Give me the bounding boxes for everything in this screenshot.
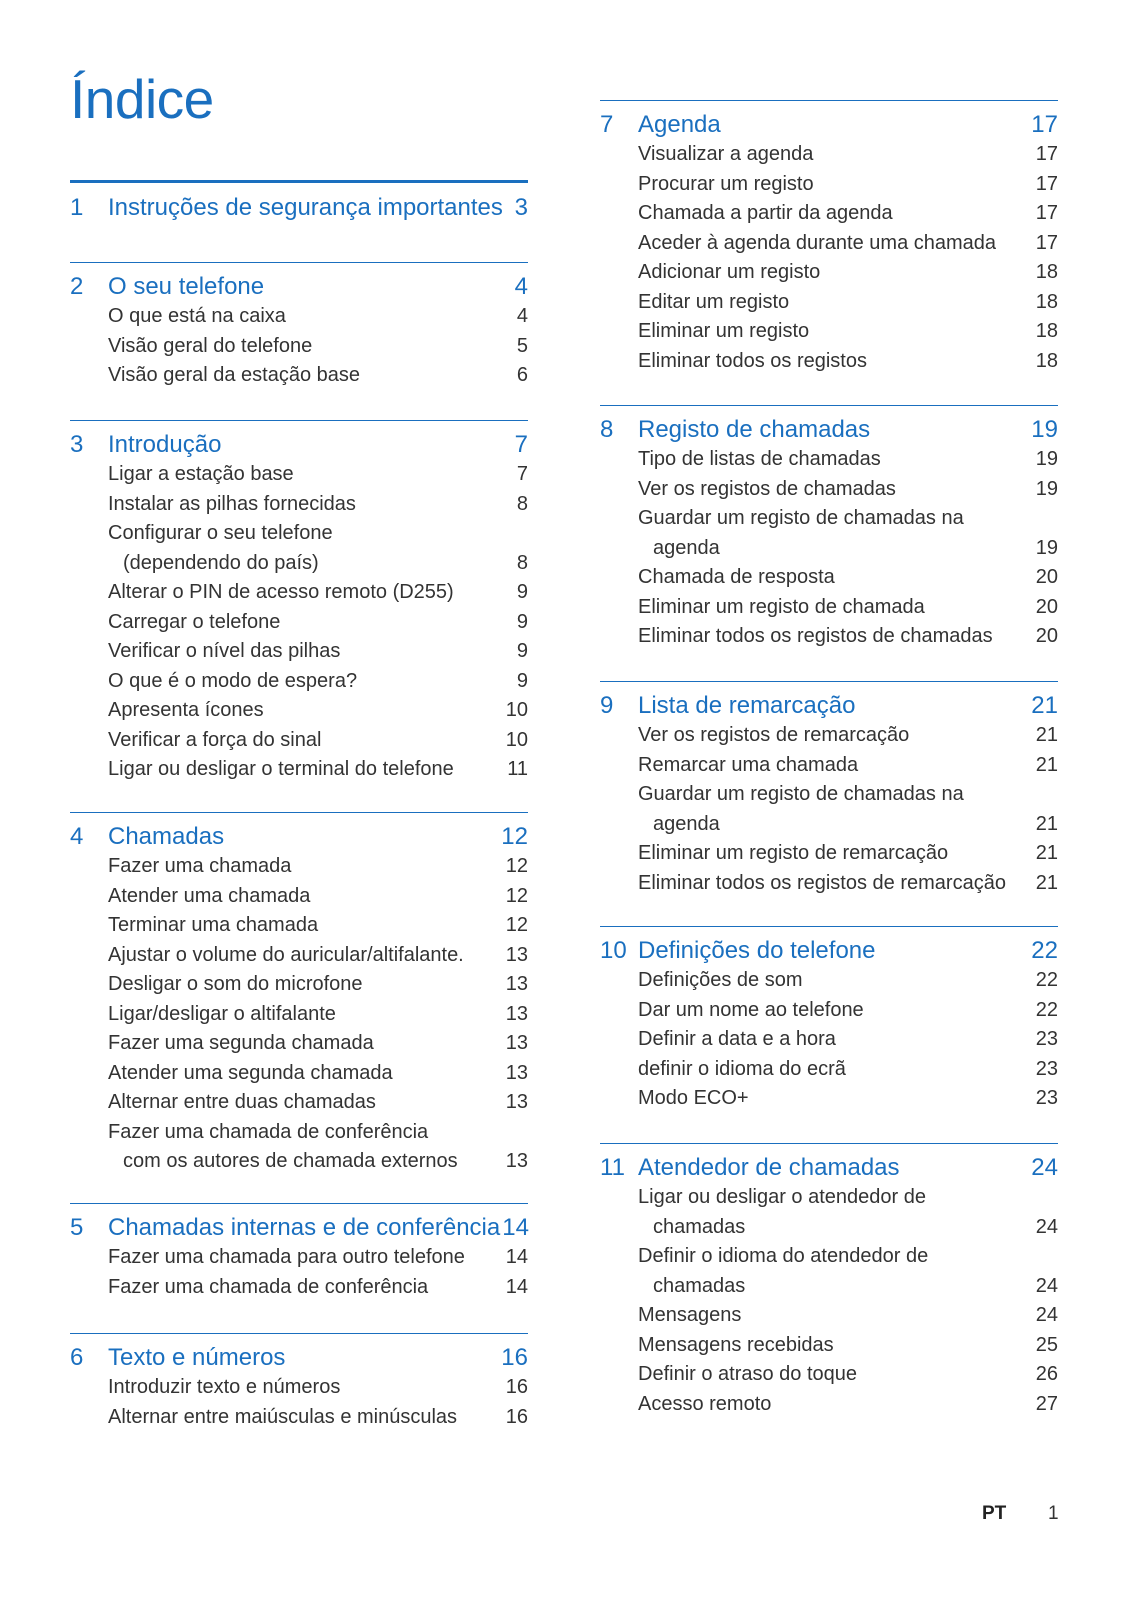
toc-entry[interactable] bbox=[600, 1084, 1058, 1114]
toc-entry-list bbox=[600, 445, 1058, 652]
entry-page-number: 5 bbox=[516, 334, 528, 357]
entry-title: Introduzir texto e números bbox=[108, 1376, 341, 1398]
entry-title: Terminar uma chamada bbox=[108, 914, 319, 936]
entry-page-number: 18 bbox=[1035, 290, 1058, 313]
entry-title: Ligar a estação base bbox=[108, 463, 294, 485]
toc-entry-list bbox=[70, 1373, 528, 1432]
toc-entry[interactable] bbox=[70, 755, 528, 785]
toc-entry-list bbox=[600, 140, 1058, 376]
toc-entry[interactable] bbox=[600, 229, 1058, 259]
section-page-number: 24 bbox=[1031, 1154, 1058, 1181]
entry-title: definir o idioma do ecrã bbox=[638, 1057, 846, 1080]
entry-title: Tipo de listas de chamadas bbox=[638, 448, 881, 470]
toc-entry[interactable] bbox=[600, 869, 1058, 899]
toc-entry[interactable] bbox=[70, 460, 528, 490]
toc-entry[interactable] bbox=[600, 475, 1058, 505]
section-title: Introdução bbox=[108, 431, 222, 458]
toc-section-6 bbox=[70, 1333, 528, 1432]
toc-entry[interactable] bbox=[600, 258, 1058, 288]
toc-entry-list bbox=[600, 966, 1058, 1114]
toc-section-heading[interactable] bbox=[70, 1343, 528, 1373]
section-number: 11 bbox=[600, 1154, 625, 1181]
section-number: 7 bbox=[600, 111, 614, 138]
toc-section-heading[interactable] bbox=[600, 936, 1058, 966]
entry-title: Eliminar todos os registos de remarcação bbox=[638, 871, 1006, 894]
toc-section-heading[interactable] bbox=[70, 430, 528, 460]
entry-title: Eliminar todos os registos de chamadas bbox=[638, 625, 993, 647]
toc-entry[interactable] bbox=[600, 810, 1058, 840]
entry-title: Fazer uma chamada para outro telefone bbox=[108, 1246, 465, 1268]
entry-title: O que é o modo de espera? bbox=[108, 669, 358, 692]
section-title: Registo de chamadas bbox=[638, 416, 871, 443]
section-number: 8 bbox=[600, 416, 614, 443]
toc-section-heading[interactable] bbox=[70, 193, 528, 223]
entry-title: Ligar ou desligar o terminal do telefone bbox=[108, 758, 454, 780]
entry-title: Visão geral da estação base bbox=[108, 364, 361, 386]
entry-title: Ver os registos de chamadas bbox=[638, 477, 896, 500]
entry-title: Atender uma segunda chamada bbox=[108, 1061, 393, 1084]
entry-page-number: 9 bbox=[516, 669, 528, 692]
section-title: Instruções de segurança importantes bbox=[108, 194, 503, 221]
entry-page-number: 14 bbox=[505, 1275, 528, 1298]
toc-entry[interactable] bbox=[70, 1243, 528, 1273]
entry-page-number: 17 bbox=[1035, 202, 1058, 224]
entry-page-number: 18 bbox=[1035, 261, 1058, 283]
toc-entry[interactable] bbox=[600, 534, 1058, 564]
entry-title: Carregar o telefone bbox=[108, 610, 281, 633]
entry-page-number: 27 bbox=[1035, 1392, 1058, 1415]
section-page-number: 19 bbox=[1031, 416, 1058, 443]
toc-entry[interactable] bbox=[600, 1213, 1058, 1243]
toc-section-10 bbox=[600, 926, 1058, 1114]
entry-page-number: 22 bbox=[1035, 998, 1058, 1021]
entry-title: Verificar o nível das pilhas bbox=[108, 640, 341, 662]
entry-title: Ajustar o volume do auricular/altifalante. bbox=[108, 943, 464, 966]
entry-page-number: 25 bbox=[1035, 1333, 1058, 1356]
entry-title: Fazer uma chamada bbox=[108, 855, 292, 877]
section-number: 6 bbox=[70, 1344, 84, 1371]
entry-page-number: 13 bbox=[505, 1061, 528, 1084]
entry-page-number: 21 bbox=[1035, 812, 1058, 835]
toc-entry[interactable] bbox=[600, 170, 1058, 200]
toc-entry[interactable] bbox=[70, 941, 528, 971]
entry-page-number: 13 bbox=[505, 943, 528, 966]
toc-entry[interactable] bbox=[600, 780, 1058, 810]
entry-page-number: 19 bbox=[1035, 536, 1058, 559]
entry-title: Eliminar um registo de chamada bbox=[638, 595, 925, 618]
toc-entry-list bbox=[600, 721, 1058, 898]
entry-title: Acesso remoto bbox=[638, 1392, 772, 1415]
entry-page-number: 16 bbox=[505, 1405, 528, 1428]
toc-entry[interactable] bbox=[600, 1390, 1058, 1420]
entry-page-number: 20 bbox=[1035, 595, 1058, 618]
entry-title: Ligar/desligar o altifalante bbox=[108, 1002, 336, 1025]
entry-page-number: 9 bbox=[516, 610, 528, 633]
entry-title: Definir a data e a hora bbox=[638, 1028, 836, 1050]
toc-entry[interactable] bbox=[70, 361, 528, 391]
toc-section-heading[interactable] bbox=[70, 1213, 528, 1243]
entry-title: Configurar o seu telefone bbox=[108, 522, 333, 544]
entry-title: Alterar o PIN de acesso remoto (D255) bbox=[108, 581, 454, 603]
toc-entry[interactable] bbox=[600, 288, 1058, 318]
section-number: 2 bbox=[70, 273, 84, 300]
toc-section-heading[interactable] bbox=[600, 415, 1058, 445]
toc-entry[interactable] bbox=[600, 563, 1058, 593]
toc-section-2 bbox=[70, 262, 528, 391]
toc-section-5 bbox=[70, 1203, 528, 1302]
toc-entry[interactable] bbox=[600, 317, 1058, 347]
toc-entry-list bbox=[70, 302, 528, 391]
toc-section-heading[interactable] bbox=[70, 272, 528, 302]
entry-title: agenda bbox=[653, 536, 720, 559]
toc-entry[interactable] bbox=[70, 726, 528, 756]
section-number: 5 bbox=[70, 1214, 84, 1241]
toc-entry[interactable] bbox=[600, 622, 1058, 652]
toc-entry[interactable] bbox=[70, 1373, 528, 1403]
entry-title: Definir o idioma do atendedor de bbox=[638, 1245, 929, 1267]
entry-page-number: 19 bbox=[1035, 448, 1058, 470]
entry-page-number: 11 bbox=[507, 758, 528, 780]
toc-entry[interactable] bbox=[600, 751, 1058, 781]
toc-section-heading[interactable] bbox=[600, 110, 1058, 140]
toc-entry[interactable] bbox=[600, 1055, 1058, 1085]
toc-entry[interactable] bbox=[70, 911, 528, 941]
entry-page-number: 4 bbox=[516, 305, 528, 327]
section-number: 3 bbox=[70, 431, 84, 458]
toc-entry[interactable] bbox=[70, 549, 528, 579]
entry-title: Aceder à agenda durante uma chamada bbox=[638, 231, 997, 254]
section-page-number: 12 bbox=[501, 823, 528, 850]
toc-entry[interactable] bbox=[70, 608, 528, 638]
section-title: Agenda bbox=[638, 111, 721, 138]
entry-title: Procurar um registo bbox=[638, 172, 814, 195]
section-page-number: 4 bbox=[514, 273, 528, 300]
entry-title: Apresenta ícones bbox=[108, 699, 264, 721]
entry-page-number: 21 bbox=[1035, 753, 1058, 776]
section-title: Atendedor de chamadas bbox=[638, 1154, 900, 1181]
entry-page-number: 22 bbox=[1035, 969, 1058, 991]
entry-title: Fazer uma chamada de conferência bbox=[108, 1120, 429, 1143]
section-title: Chamadas bbox=[108, 823, 225, 850]
entry-page-number: 13 bbox=[505, 973, 528, 995]
toc-entry[interactable] bbox=[70, 578, 528, 608]
entry-page-number: 12 bbox=[505, 855, 528, 877]
toc-entry[interactable] bbox=[600, 445, 1058, 475]
entry-page-number: 20 bbox=[1035, 625, 1058, 647]
toc-entry[interactable] bbox=[600, 140, 1058, 170]
entry-title: Chamada de resposta bbox=[638, 566, 835, 588]
entry-page-number: 13 bbox=[505, 1002, 528, 1025]
toc-section-1 bbox=[70, 180, 528, 223]
entry-title: Visualizar a agenda bbox=[638, 143, 814, 165]
entry-title: Alternar entre duas chamadas bbox=[108, 1091, 376, 1113]
toc-entry[interactable] bbox=[70, 667, 528, 697]
toc-entry[interactable] bbox=[70, 519, 528, 549]
entry-page-number: 18 bbox=[1035, 320, 1058, 342]
toc-section-8 bbox=[600, 405, 1058, 652]
toc-section-heading[interactable] bbox=[600, 1153, 1058, 1183]
entry-title: Modo ECO+ bbox=[638, 1087, 749, 1109]
entry-page-number: 24 bbox=[1035, 1304, 1058, 1326]
entry-title: Chamada a partir da agenda bbox=[638, 202, 893, 224]
entry-page-number: 13 bbox=[505, 1091, 528, 1113]
toc-entry-list bbox=[70, 460, 528, 785]
toc-section-11 bbox=[600, 1143, 1058, 1419]
entry-page-number: 23 bbox=[1035, 1028, 1058, 1050]
entry-title: Eliminar todos os registos bbox=[638, 349, 867, 372]
toc-section-heading[interactable] bbox=[70, 822, 528, 852]
toc-entry-list bbox=[70, 1243, 528, 1302]
toc-entry[interactable] bbox=[600, 1272, 1058, 1302]
entry-page-number: 16 bbox=[505, 1376, 528, 1398]
toc-entry[interactable] bbox=[70, 1059, 528, 1089]
entry-page-number: 17 bbox=[1035, 143, 1058, 165]
entry-title: Editar um registo bbox=[638, 290, 790, 313]
section-number: 9 bbox=[600, 692, 614, 719]
entry-title: Instalar as pilhas fornecidas bbox=[108, 492, 356, 515]
toc-entry[interactable] bbox=[70, 637, 528, 667]
section-title: Definições do telefone bbox=[638, 937, 876, 964]
entry-title: Ligar ou desligar o atendedor de bbox=[638, 1186, 926, 1208]
entry-title: O que está na caixa bbox=[108, 305, 286, 327]
toc-section-heading[interactable] bbox=[600, 691, 1058, 721]
section-page-number: 14 bbox=[502, 1214, 529, 1241]
entry-title: chamadas bbox=[653, 1274, 746, 1297]
entry-title: Verificar a força do sinal bbox=[108, 728, 322, 751]
entry-title: Atender uma chamada bbox=[108, 884, 311, 907]
toc-entry[interactable] bbox=[70, 1029, 528, 1059]
toc-entry[interactable] bbox=[600, 347, 1058, 377]
entry-page-number: 12 bbox=[505, 914, 528, 936]
section-number: 1 bbox=[70, 194, 84, 221]
entry-title: agenda bbox=[653, 812, 720, 835]
toc-entry[interactable] bbox=[70, 882, 528, 912]
toc-entry[interactable] bbox=[600, 839, 1058, 869]
toc-entry[interactable] bbox=[600, 1331, 1058, 1361]
section-page-number: 21 bbox=[1031, 692, 1058, 719]
toc-entry[interactable] bbox=[600, 593, 1058, 623]
entry-title: com os autores de chamada externos bbox=[123, 1150, 458, 1172]
entry-page-number: 7 bbox=[516, 463, 528, 485]
entry-page-number: 24 bbox=[1035, 1274, 1058, 1297]
entry-page-number: 6 bbox=[516, 364, 528, 386]
entry-title: Visão geral do telefone bbox=[108, 334, 313, 357]
section-title: O seu telefone bbox=[108, 273, 265, 300]
entry-page-number: 21 bbox=[1035, 871, 1058, 894]
toc-entry[interactable] bbox=[70, 302, 528, 332]
entry-title: Guardar um registo de chamadas na bbox=[638, 507, 964, 529]
entry-page-number: 13 bbox=[505, 1032, 528, 1054]
entry-title: Definir o atraso do toque bbox=[638, 1363, 858, 1385]
toc-entry[interactable] bbox=[600, 721, 1058, 751]
section-page-number: 22 bbox=[1031, 937, 1058, 964]
entry-page-number: 10 bbox=[505, 728, 528, 751]
toc-entry[interactable] bbox=[600, 1360, 1058, 1390]
section-title: Texto e números bbox=[108, 1344, 286, 1371]
entry-page-number: 23 bbox=[1035, 1087, 1058, 1109]
toc-entry[interactable] bbox=[600, 199, 1058, 229]
entry-title: Fazer uma segunda chamada bbox=[108, 1032, 374, 1054]
toc-section-4 bbox=[70, 812, 528, 1177]
entry-page-number: 9 bbox=[516, 640, 528, 662]
entry-page-number: 21 bbox=[1035, 724, 1058, 746]
toc-entry[interactable] bbox=[70, 1147, 528, 1177]
entry-title: Adicionar um registo bbox=[638, 261, 821, 283]
entry-page-number: 8 bbox=[516, 492, 528, 515]
toc-entry[interactable] bbox=[600, 996, 1058, 1026]
entry-page-number: 26 bbox=[1035, 1363, 1058, 1385]
entry-page-number: 17 bbox=[1035, 231, 1058, 254]
toc-entry[interactable] bbox=[600, 1025, 1058, 1055]
section-page-number: 3 bbox=[514, 194, 528, 221]
toc-section-9 bbox=[600, 681, 1058, 898]
entry-title: (dependendo do país) bbox=[123, 551, 319, 574]
entry-title: Guardar um registo de chamadas na bbox=[638, 783, 964, 805]
footer-page-number: 1 bbox=[1048, 1503, 1059, 1524]
entry-page-number: 20 bbox=[1035, 566, 1058, 588]
toc-section-3 bbox=[70, 420, 528, 785]
entry-page-number: 12 bbox=[505, 884, 528, 907]
toc-entry[interactable] bbox=[70, 1273, 528, 1303]
page-title: Índice bbox=[70, 68, 214, 130]
entry-title: Definições de som bbox=[638, 969, 803, 991]
entry-page-number: 21 bbox=[1035, 842, 1058, 864]
entry-page-number: 23 bbox=[1035, 1057, 1058, 1080]
toc-entry-list bbox=[70, 852, 528, 1177]
entry-title: Desligar o som do microfone bbox=[108, 973, 363, 995]
toc-entry[interactable] bbox=[600, 966, 1058, 996]
entry-page-number: 14 bbox=[505, 1246, 528, 1268]
section-page-number: 7 bbox=[514, 431, 528, 458]
toc-entry[interactable] bbox=[600, 1183, 1058, 1213]
entry-title: Alternar entre maiúsculas e minúsculas bbox=[108, 1405, 458, 1428]
entry-page-number: 17 bbox=[1035, 172, 1058, 195]
toc-entry[interactable] bbox=[70, 490, 528, 520]
entry-page-number: 10 bbox=[505, 699, 528, 721]
toc-section-7 bbox=[600, 100, 1058, 376]
toc-entry[interactable] bbox=[600, 504, 1058, 534]
toc-entry[interactable] bbox=[70, 1403, 528, 1433]
entry-title: Mensagens recebidas bbox=[638, 1333, 834, 1356]
entry-title: Remarcar uma chamada bbox=[638, 753, 859, 776]
entry-title: Ver os registos de remarcação bbox=[638, 724, 910, 746]
section-page-number: 17 bbox=[1031, 111, 1058, 138]
toc-entry[interactable] bbox=[70, 970, 528, 1000]
section-title: Lista de remarcação bbox=[638, 692, 856, 719]
entry-title: Dar um nome ao telefone bbox=[638, 998, 864, 1021]
entry-title: Mensagens bbox=[638, 1304, 742, 1326]
toc-entry[interactable] bbox=[70, 332, 528, 362]
footer-language: PT bbox=[982, 1503, 1007, 1524]
entry-title: Eliminar um registo de remarcação bbox=[638, 842, 949, 864]
toc-entry[interactable] bbox=[70, 696, 528, 726]
section-title: Chamadas internas e de conferência bbox=[108, 1214, 501, 1241]
entry-page-number: 19 bbox=[1035, 477, 1058, 500]
entry-title: Eliminar um registo bbox=[638, 320, 810, 342]
toc-entry[interactable] bbox=[70, 852, 528, 882]
toc-entry[interactable] bbox=[600, 1301, 1058, 1331]
toc-entry[interactable] bbox=[70, 1118, 528, 1148]
toc-entry[interactable] bbox=[600, 1242, 1058, 1272]
entry-page-number: 8 bbox=[516, 551, 528, 574]
toc-entry-list bbox=[600, 1183, 1058, 1419]
entry-page-number: 18 bbox=[1035, 349, 1058, 372]
entry-page-number: 24 bbox=[1035, 1215, 1058, 1238]
entry-page-number: 13 bbox=[505, 1150, 528, 1172]
section-number: 10 bbox=[600, 937, 627, 964]
toc-entry[interactable] bbox=[70, 1088, 528, 1118]
entry-title: Fazer uma chamada de conferência bbox=[108, 1275, 429, 1298]
toc-entry[interactable] bbox=[70, 1000, 528, 1030]
entry-page-number: 9 bbox=[516, 581, 528, 603]
entry-title: chamadas bbox=[653, 1215, 746, 1238]
section-page-number: 16 bbox=[501, 1344, 528, 1371]
section-number: 4 bbox=[70, 823, 84, 850]
